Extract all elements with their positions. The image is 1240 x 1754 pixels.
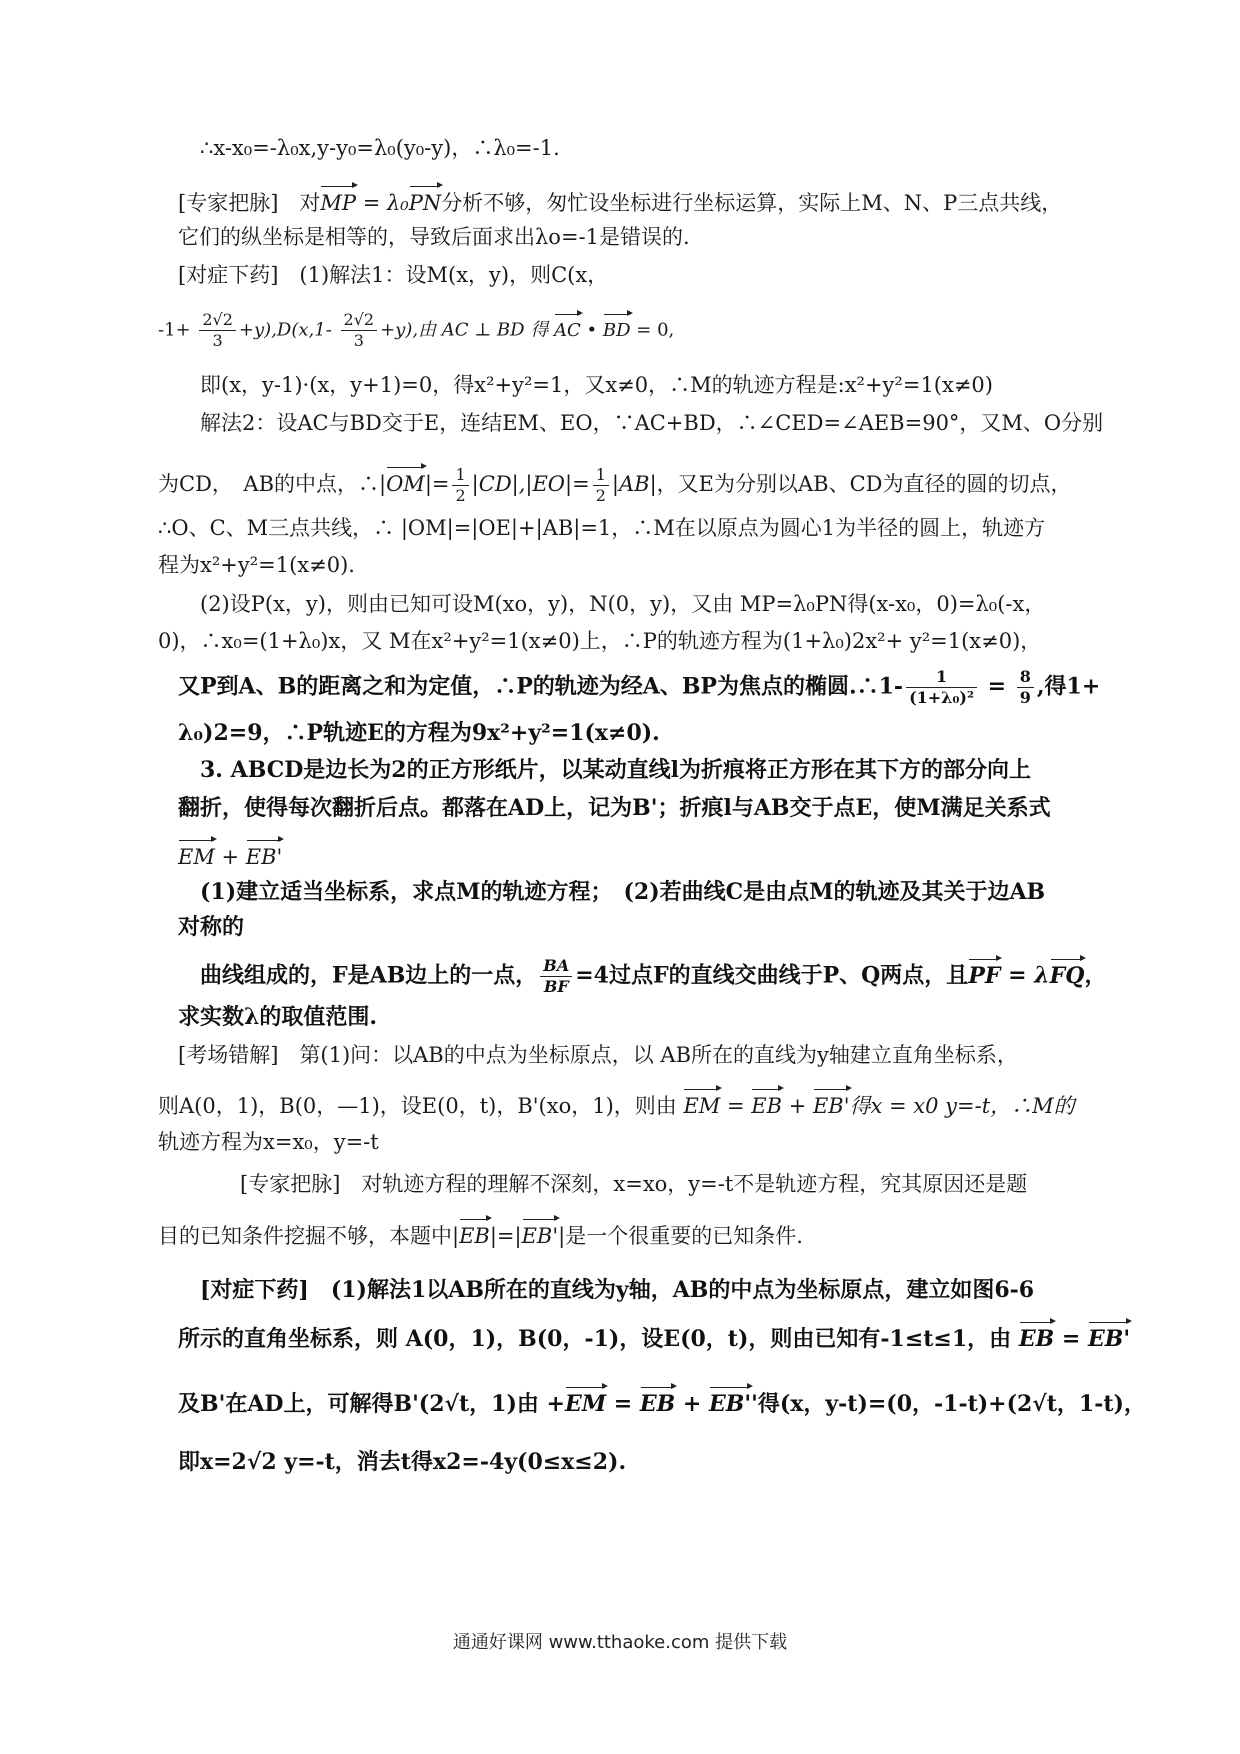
formula-line: -1+ $\frac{2√2}{3}$ +y),D(x,1- $\frac{2√2}{3}$ +y),由 AC ⊥ BD 得 AC • BD = 0, <box>158 310 675 350</box>
text-line: 对称的 <box>178 914 245 940</box>
text-line: ∴x-x₀=-λ₀x,y-y₀=λ₀(y₀-y)，∴λ₀=-1. <box>200 136 560 160</box>
text-line: [对症下药] (1)解法1：设M(x，y)，则C(x， <box>178 263 609 287</box>
vector: PF <box>968 957 1000 991</box>
formula-line: 所示的直角坐标系，则 A(0，1)，B(0，-1)，设E(0，t)，则由已知有-1≤t≤1，由 EB = EB' <box>178 1320 1080 1354</box>
text-line: 翻折，使得每次翻折后点。都落在AD上，记为B'；折痕l与AB交于点E，使M满足关系式 <box>178 795 1051 821</box>
text-line: (2)设P(x，y)，则由已知可设M(xo，y)，N(0，y)，又由 MP=λ₀PN得(x-x₀，0)=λ₀(-x， <box>200 592 1046 616</box>
formula-line: 目的已知条件挖掘不够，本题中|EB|=|EB'|是一个很重要的已知条件. <box>158 1217 1080 1251</box>
text-line: λ₀)2=9，∴P轨迹E的方程为9x²+y²=1(x≠0). <box>178 720 660 746</box>
formula-line: 又P到A、B的距离之和为定值，∴P的轨迹为经A、BP为焦点的椭圆.∴1- $\frac{1}{\text{(1+λ₀)²}}$ = $\frac{8}{9}$ ,得1+ <box>178 667 1101 707</box>
text-line: 解法2：设AC与BD交于E，连结EM、EO，∵AC+BD，∴∠CED=∠AEB=90°，又M、O分别 <box>200 411 1104 435</box>
text-line: 它们的纵坐标是相等的，导致后面求出λo=-1是错误的. <box>178 225 690 249</box>
vector: OM <box>386 465 425 499</box>
text-line: 即x=2√2 y=-t，消去t得x2=-4y(0≤x≤2). <box>178 1449 627 1475</box>
vector: AC <box>554 312 581 346</box>
text-line: [专家把脉] 对MP = λ₀PN分析不够，匆忙设坐标进行坐标运算，实际上M、N、P三点共线， <box>178 184 1080 218</box>
text-line: (1)建立适当坐标系，求点M的轨迹方程； (2)若曲线C是由点M的轨迹及其关于边AB <box>200 879 1046 905</box>
vector: EB' <box>522 1217 559 1251</box>
formula-line: EM + EB' <box>178 838 1080 872</box>
text-line: 轨迹方程为x=x₀，y=-t <box>158 1130 379 1154</box>
vector: EB' <box>1088 1320 1130 1354</box>
vector: EM <box>565 1385 606 1419</box>
text-line: 3. ABCD是边长为2的正方形纸片，以某动直线l为折痕将正方形在其下方的部分向上 <box>200 757 1031 783</box>
vector: EB <box>640 1385 675 1419</box>
text-line: [考场错解] 第(1)问：以AB的中点为坐标原点，以 AB所在的直线为y轴建立直角坐标系， <box>178 1043 1018 1067</box>
vector: PN <box>409 184 442 218</box>
vector: EB' <box>246 838 283 872</box>
text-line: ∴O、C、M三点共线，∴ |OM|=|OE|+|AB|=1，∴M在以原点为圆心1为半径的圆上，轨迹方 <box>158 516 1046 540</box>
vector: EB' <box>813 1087 850 1121</box>
text-line: 程为x²+y²=1(x≠0). <box>158 553 355 577</box>
text-line: [专家把脉] 对轨迹方程的理解不深刻，x=xo，y=-t不是轨迹方程，究其原因还是题 <box>240 1172 1028 1196</box>
vector: MP <box>320 184 356 218</box>
formula-line: 及B'在AD上，可解得B'(2√t，1)由 +EM = EB + EB''得(x，y-t)=(0，-1-t)+(2√t，1-t)， <box>178 1385 1080 1419</box>
text-line: 即(x，y-1)·(x，y+1)=0，得x²+y²=1，又x≠0，∴M的轨迹方程是:x²+y²=1(x≠0) <box>200 373 993 397</box>
formula-line: 曲线组成的，F是AB边上的一点， $\frac{BA}{BF}$ =4过点F的直线交曲线于P、Q两点，且PF = λFQ， <box>200 956 1107 996</box>
vector: EM <box>178 838 215 872</box>
vector: EB <box>751 1087 782 1121</box>
text-line: [对症下药] (1)解法1以AB所在的直线为y轴，AB的中点为坐标原点，建立如图6-6 <box>200 1277 1035 1303</box>
page-footer: 通通好课网 www.tthaoke.com 提供下载 <box>452 1632 788 1653</box>
formula-line: 则A(0，1)，B(0，—1)，设E(0，t)，B'(xo，1)，则由 EM = EB + EB'得x = x0 y=-t，∴M的 <box>158 1087 1080 1121</box>
vector: FQ <box>1050 957 1085 991</box>
text-line: 0)，∴x₀=(1+λ₀)x，又 M在x²+y²=1(x≠0)上，∴P的轨迹方程为(1+λ₀)2x²+ y²=1(x≠0)， <box>158 629 1042 653</box>
formula-line: 为CD， AB的中点，∴|OM|= $\frac{1}{2}$ |CD|,|EO|= $\frac{1}{2}$ |AB|，又E为分别以AB、CD为直径的圆的切点， <box>158 465 1072 505</box>
vector: EB <box>459 1217 490 1251</box>
vector: BD <box>603 312 631 346</box>
vector: EB' <box>709 1385 751 1419</box>
vector: EB <box>1019 1320 1054 1354</box>
vector: EM <box>683 1087 720 1121</box>
text-line: 求实数λ的取值范围. <box>178 1004 378 1030</box>
